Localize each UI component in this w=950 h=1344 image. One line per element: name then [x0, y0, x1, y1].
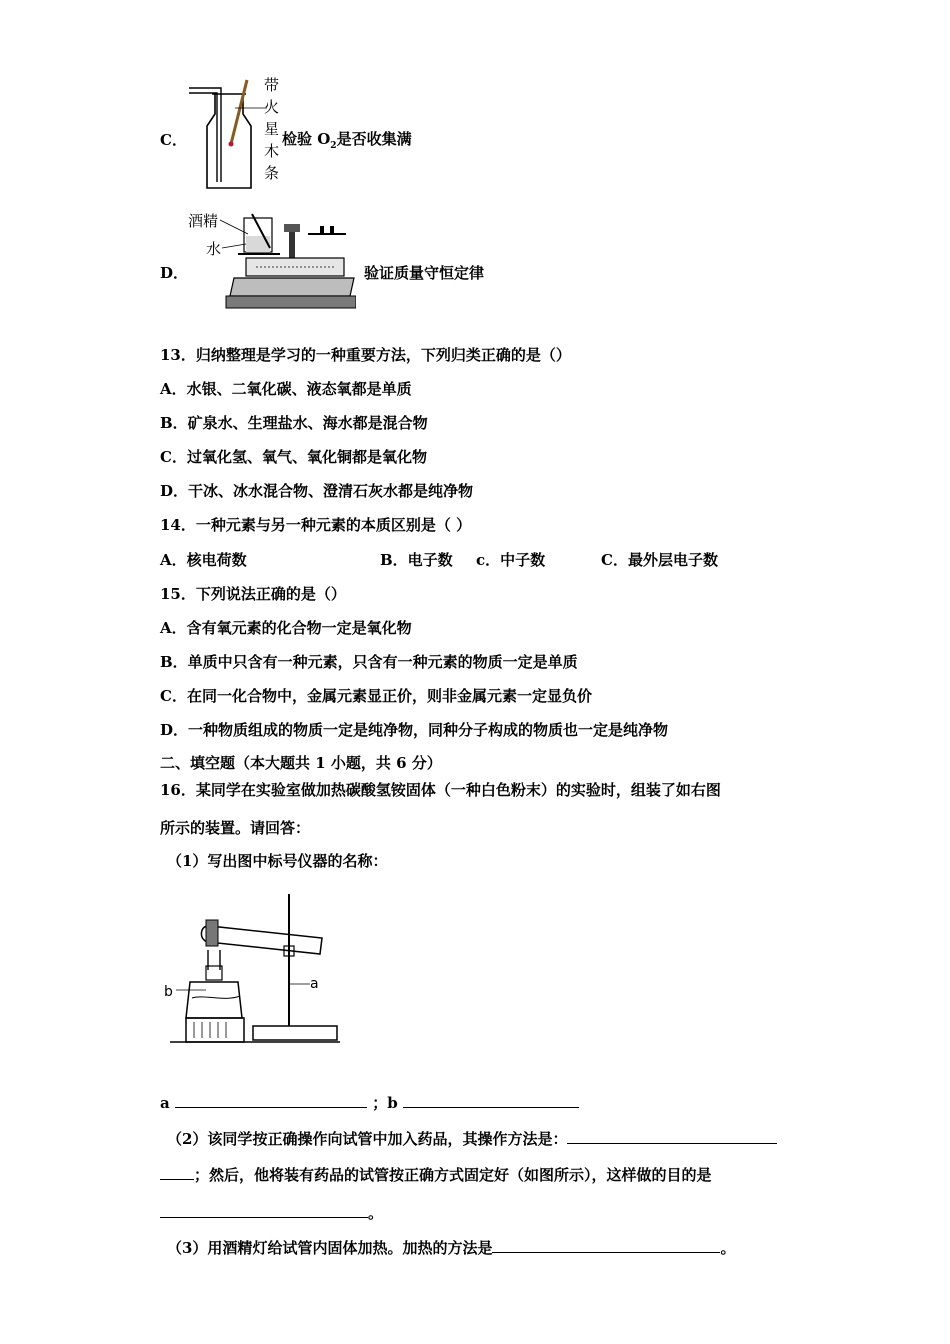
label-a: a	[310, 976, 319, 992]
balance-figure	[186, 204, 356, 316]
answer-a-label: a	[160, 1094, 170, 1112]
q16-part3-line	[167, 1237, 735, 1258]
part3-method-blank[interactable]	[492, 1238, 720, 1253]
q16-part2-line3	[160, 1202, 383, 1223]
splint-label-char: 火	[264, 98, 280, 116]
option-d-letter: D．	[160, 264, 189, 282]
answer-a-blank[interactable]	[175, 1093, 367, 1108]
q14-option-a: A．核电荷数	[160, 551, 247, 569]
option-c-text-b: 是否收集满	[336, 130, 412, 148]
label-b: b	[164, 984, 173, 1000]
option-c-subscript: 2	[330, 141, 337, 151]
q15-option-c: C．在同一化合物中，金属元素显正价，则非金属元素一定显负价	[160, 687, 592, 705]
part2-purpose-blank[interactable]	[160, 1203, 368, 1218]
q14-stem: 14．一种元素与另一种元素的本质区别是（ ）	[160, 516, 472, 534]
q16-part1: （1）写出图中标号仪器的名称：	[167, 852, 388, 870]
splint-label-char: 条	[264, 164, 280, 182]
splint-label-char: 星	[264, 120, 280, 138]
answer-separator: ；	[372, 1094, 388, 1112]
water-label: 水	[206, 240, 222, 258]
splint-label	[264, 74, 282, 184]
q13-option-a: A．水银、二氧化碳、液态氧都是单质	[160, 380, 412, 398]
q14-option-c: C．最外层电子数	[601, 551, 718, 569]
q13-stem: 13．归纳整理是学习的一种重要方法，下列归类正确的是（）	[160, 346, 571, 364]
answer-row-ab	[160, 1092, 579, 1113]
answer-b-blank[interactable]	[403, 1093, 579, 1108]
splint-label-char: 木	[264, 142, 280, 160]
q15-option-b: B．单质中只含有一种元素，只含有一种元素的物质一定是单质	[160, 653, 578, 671]
q13-option-d: D．干冰、冰水混合物、澄清石灰水都是纯净物	[160, 482, 474, 500]
q16-part2-end: 。	[368, 1204, 384, 1222]
q16-stem-line2: 所示的装置。请回答：	[160, 819, 311, 837]
option-c-letter: C．	[160, 131, 187, 149]
q16-stem-line1: 16．某同学在实验室做加热碳酸氢铵固体（一种白色粉末）的实验时，组装了如右图	[160, 781, 721, 799]
q13-option-b: B．矿泉水、生理盐水、海水都是混合物	[160, 414, 428, 432]
option-c-text	[282, 128, 412, 151]
q15-stem: 15．下列说法正确的是（）	[160, 585, 346, 603]
option-c-text-a: 检验 O	[282, 130, 331, 148]
alcohol-label: 酒精	[188, 212, 219, 230]
q14-option-b: B．电子数	[380, 551, 453, 569]
q16-part2-b: ；然后，他将装有药品的试管按正确方式固定好（如图所示），这样做的目的是	[194, 1166, 712, 1184]
splint-label-char: 带	[264, 76, 280, 94]
part2-method-blank[interactable]	[567, 1129, 777, 1144]
option-d-text: 验证质量守恒定律	[364, 264, 485, 282]
answer-b-label: b	[387, 1094, 398, 1112]
q16-part2-line2	[160, 1164, 712, 1185]
heating-apparatus-figure	[160, 890, 350, 1050]
q15-option-a: A．含有氧元素的化合物一定是氧化物	[160, 619, 412, 637]
q16-part3-end: 。	[720, 1239, 736, 1257]
q16-part3: （3）用酒精灯给试管内固体加热。加热的方法是	[167, 1239, 493, 1257]
section-heading: 二、填空题（本大题共 1 小题，共 6 分）	[160, 754, 442, 772]
part2-method-blank-cont[interactable]	[160, 1165, 194, 1180]
q13-option-c: C．过氧化氢、氧气、氧化铜都是氧化物	[160, 448, 427, 466]
q14-option-c-lower: c．中子数	[476, 551, 546, 569]
q16-part2-a: （2）该同学按正确操作向试管中加入药品，其操作方法是：	[167, 1130, 568, 1148]
q15-option-d: D．一种物质组成的物质一定是纯净物，同种分子构成的物质也一定是纯净物	[160, 721, 669, 739]
q16-part2-line1	[167, 1128, 777, 1149]
